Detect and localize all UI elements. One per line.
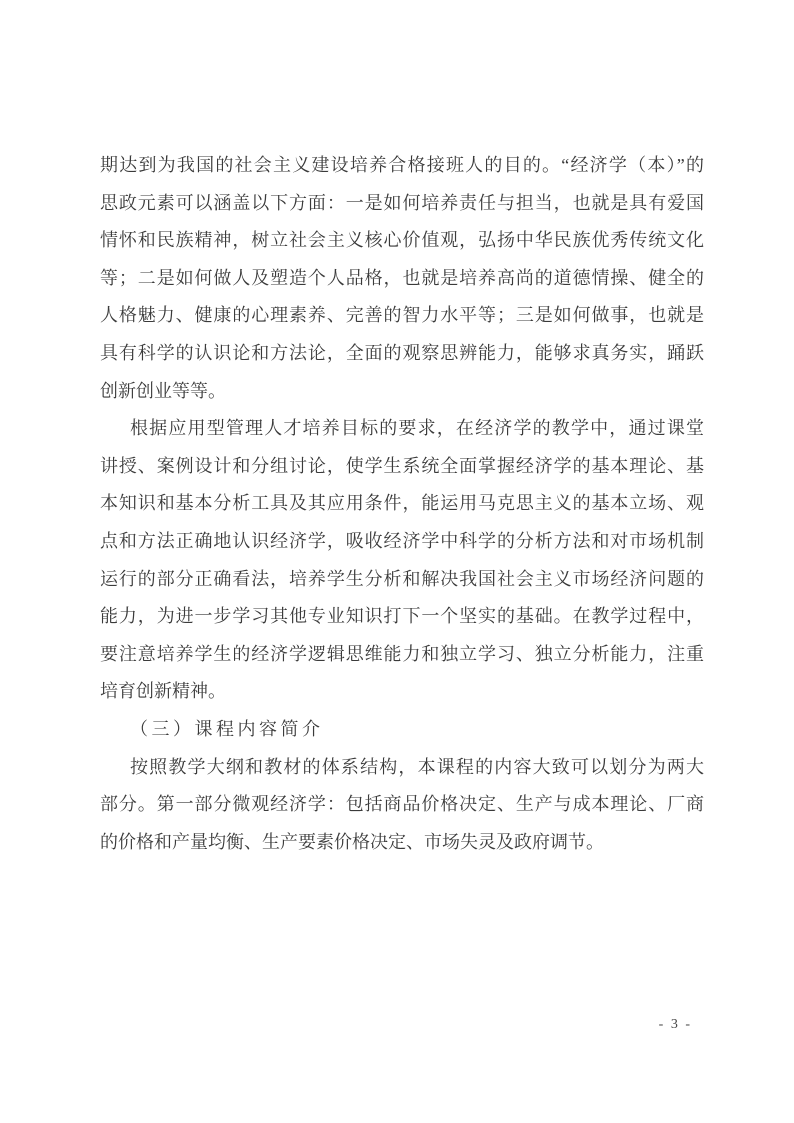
text-line: 思政元素可以涵盖以下方面：一是如何培养责任与担当，也就是具有爱国 (100, 192, 704, 213)
text-line: 情怀和民族精神，树立社会主义核心价值观，弘扬中华民族优秀传统文化 (100, 230, 704, 251)
text-line: 要注意培养学生的经济学逻辑思维能力和独立学习、独立分析能力，注重 (100, 643, 704, 664)
text-line: 具有科学的认识论和方法论，全面的观察思辨能力，能够求真务实，踊跃 (100, 342, 704, 363)
text-line: 讲授、案例设计和分组讨论，使学生系统全面掌握经济学的基本理论、基 (100, 455, 704, 476)
text-line: 能力，为进一步学习其他专业知识打下一个坚实的基础。在教学过程中， (100, 606, 704, 627)
text-line: 创新创业等等。 (100, 380, 226, 401)
text-line: 本知识和基本分析工具及其应用条件，能运用马克思主义的基本立场、观 (100, 493, 704, 514)
page-number: - 3 - (658, 1017, 692, 1032)
text-line: 根据应用型管理人才培养目标的要求，在经济学的教学中，通过课堂 (130, 418, 704, 439)
text-line: 的价格和产量均衡、生产要素价格决定、市场失灵及政府调节。 (100, 831, 604, 852)
text-line: 按照教学大纲和教材的体系结构，本课程的内容大致可以划分为两大 (130, 756, 704, 777)
paragraph-teaching-objectives (100, 410, 704, 711)
document-body (100, 147, 704, 861)
text-line: 点和方法正确地认识经济学，吸收经济学中科学的分析方法和对市场机制 (100, 530, 704, 551)
text-line: 部分。第一部分微观经济学：包括商品价格决定、生产与成本理论、厂商 (100, 794, 704, 815)
section-heading-course-content (100, 711, 704, 749)
paragraph-course-structure (100, 749, 704, 862)
text-line: 期达到为我国的社会主义建设培养合格接班人的目的。“经济学（本）”的 (100, 155, 704, 175)
text-line: 等；二是如何做人及塑造个人品格，也就是培养高尚的道德情操、健全的 (100, 267, 704, 288)
text-line: 培育创新精神。 (100, 681, 226, 702)
text-line: （三）课程内容简介 (130, 718, 324, 739)
text-line: 人格魅力、健康的心理素养、完善的智力水平等；三是如何做事，也就是 (100, 305, 704, 326)
text-line: 运行的部分正确看法，培养学生分析和解决我国社会主义市场经济问题的 (100, 568, 704, 589)
paragraph-ideological-elements (100, 147, 704, 410)
